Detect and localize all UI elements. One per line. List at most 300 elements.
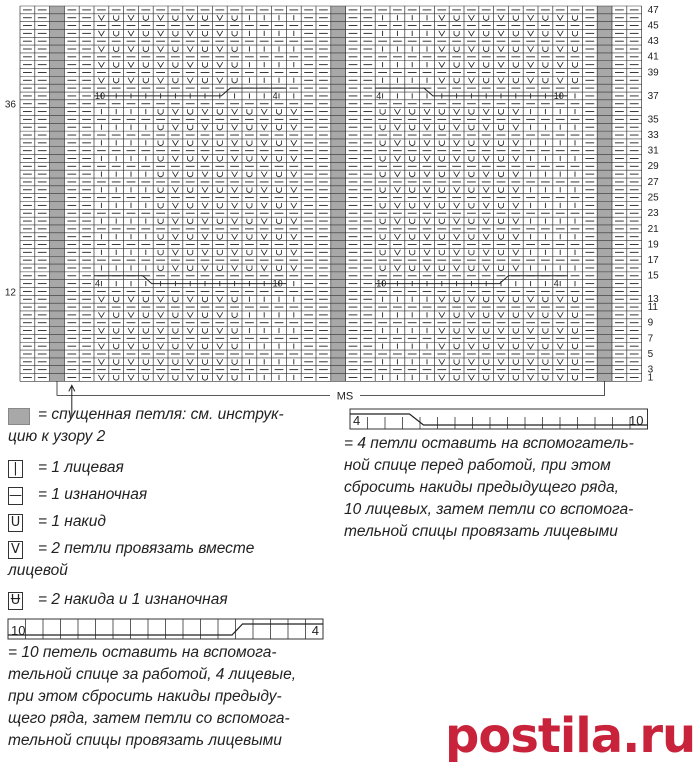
k2tog-mark xyxy=(528,15,534,20)
yo-mark xyxy=(572,15,577,20)
k2tog-mark xyxy=(172,218,178,223)
k2tog-mark xyxy=(128,344,134,349)
k2tog-mark xyxy=(232,172,238,177)
yo-mark xyxy=(454,359,459,364)
cable-label: 4 xyxy=(553,278,559,289)
yo-mark xyxy=(202,297,207,302)
yo-mark xyxy=(380,219,385,224)
yo-mark xyxy=(439,156,444,161)
yo-mark xyxy=(202,78,207,83)
row-number-label: 21 xyxy=(647,223,659,235)
yo-mark xyxy=(188,156,193,161)
yo-mark xyxy=(498,203,503,208)
k2tog-mark xyxy=(483,156,489,161)
yo-mark xyxy=(572,62,577,67)
k2tog-mark xyxy=(557,375,563,380)
yo-mark xyxy=(498,156,503,161)
yo-mark xyxy=(247,172,252,177)
k2tog-mark xyxy=(158,62,164,67)
yo-mark xyxy=(143,359,148,364)
k2tog-mark xyxy=(172,203,178,208)
k2tog-mark xyxy=(128,297,134,302)
yo-mark xyxy=(276,187,281,192)
yo-mark xyxy=(247,187,252,192)
k2tog-mark xyxy=(202,140,208,145)
k2tog-mark xyxy=(424,172,430,177)
yo-mark xyxy=(217,140,222,145)
yo-mark xyxy=(143,312,148,317)
k2tog-mark xyxy=(468,62,474,67)
yo-mark xyxy=(232,62,237,67)
k2tog-mark xyxy=(128,328,134,333)
k2tog-mark xyxy=(483,203,489,208)
k2tog-mark xyxy=(498,312,504,317)
k2tog-mark xyxy=(158,15,164,20)
k2tog-mark xyxy=(98,78,104,83)
yo-mark xyxy=(484,62,489,67)
yo-mark xyxy=(513,297,518,302)
yo-mark xyxy=(484,328,489,333)
yo-mark xyxy=(276,109,281,114)
k2tog-mark xyxy=(424,125,430,130)
k2tog-mark xyxy=(454,125,460,130)
row-number-label: 17 xyxy=(647,255,659,267)
yo-mark xyxy=(173,359,178,364)
yo-mark xyxy=(232,15,237,20)
k2tog-mark xyxy=(483,109,489,114)
yo-mark xyxy=(439,234,444,239)
yo-mark xyxy=(543,328,548,333)
cable-count-label: 4 xyxy=(311,623,319,638)
yo-mark xyxy=(114,359,119,364)
yarn-over-symbol-icon: U xyxy=(8,514,23,532)
yo-mark xyxy=(143,62,148,67)
yo-mark xyxy=(173,78,178,83)
yo-mark xyxy=(232,359,237,364)
k2tog-mark xyxy=(483,250,489,255)
k2tog-mark xyxy=(454,109,460,114)
k2tog-mark xyxy=(158,46,164,51)
yo-mark xyxy=(484,78,489,83)
yo-mark xyxy=(114,31,119,36)
yo-mark xyxy=(543,344,548,349)
k2tog-mark xyxy=(557,78,563,83)
k2tog-mark xyxy=(483,125,489,130)
k2tog-mark xyxy=(498,46,504,51)
yo-mark xyxy=(543,375,548,380)
yo-mark xyxy=(484,47,489,52)
yo-mark xyxy=(232,78,237,83)
row-number-label: 7 xyxy=(647,333,654,345)
yo-mark xyxy=(543,297,548,302)
yo-mark xyxy=(158,250,163,255)
yo-mark xyxy=(380,109,385,114)
k2tog-mark xyxy=(557,359,563,364)
k2tog-mark xyxy=(202,265,208,270)
yo-mark xyxy=(469,219,474,224)
k2tog-mark xyxy=(217,46,223,51)
k2tog-mark xyxy=(483,140,489,145)
k2tog-mark xyxy=(439,344,445,349)
yo-mark xyxy=(410,140,415,145)
yo-mark xyxy=(173,47,178,52)
cable-label: 10 xyxy=(272,278,283,289)
yo-mark xyxy=(217,234,222,239)
yo-mark xyxy=(202,328,207,333)
cable-label: 10 xyxy=(376,278,387,289)
yo-mark xyxy=(202,62,207,67)
row-number-label: 19 xyxy=(647,239,659,251)
watermark-logo xyxy=(445,698,695,774)
knit-symbol-icon: | xyxy=(8,460,23,478)
cable-label: 4 xyxy=(272,90,278,101)
yo-mark xyxy=(247,219,252,224)
yo-mark xyxy=(188,203,193,208)
yo-mark xyxy=(276,250,281,255)
k2tog-mark xyxy=(232,125,238,130)
k2tog-mark xyxy=(394,156,400,161)
yo-mark xyxy=(247,234,252,239)
row-number-label: 31 xyxy=(647,145,659,157)
row-number-label: 3 xyxy=(647,364,654,376)
yo-mark xyxy=(410,187,415,192)
yo-mark xyxy=(114,62,119,67)
k2tog-mark xyxy=(557,297,563,302)
k2tog-mark xyxy=(232,187,238,192)
yo-mark xyxy=(173,375,178,380)
k2tog-mark xyxy=(217,62,223,67)
yo-mark xyxy=(513,62,518,67)
k2tog-mark xyxy=(468,312,474,317)
k2tog-mark xyxy=(513,234,519,239)
k2tog-mark xyxy=(557,31,563,36)
yo-mark xyxy=(572,47,577,52)
k2tog-mark xyxy=(217,31,223,36)
k2tog-mark xyxy=(394,109,400,114)
yo-mark xyxy=(410,250,415,255)
k2tog-mark xyxy=(439,31,445,36)
k2tog-mark xyxy=(557,312,563,317)
k2tog-mark xyxy=(261,156,267,161)
yo-mark xyxy=(454,344,459,349)
k2tog-mark xyxy=(128,31,134,36)
k2tog-mark xyxy=(513,265,519,270)
k2tog-mark xyxy=(424,203,430,208)
yo-mark xyxy=(454,47,459,52)
k2tog-mark xyxy=(202,172,208,177)
cable-count-label: 10 xyxy=(11,623,26,638)
yo-mark xyxy=(158,203,163,208)
yo-mark xyxy=(513,375,518,380)
k2tog-mark xyxy=(128,46,134,51)
k2tog-mark xyxy=(513,203,519,208)
yo-mark xyxy=(454,31,459,36)
yo-mark xyxy=(173,297,178,302)
yo-mark xyxy=(572,328,577,333)
yo-mark xyxy=(498,250,503,255)
yo-mark xyxy=(454,15,459,20)
k2tog-mark xyxy=(394,265,400,270)
yo-mark xyxy=(188,187,193,192)
row-number-label: 39 xyxy=(647,67,659,79)
yo-mark xyxy=(484,297,489,302)
yo-mark xyxy=(410,219,415,224)
k2tog-mark xyxy=(528,297,534,302)
yo-mark xyxy=(498,219,503,224)
row-number-label: 27 xyxy=(647,176,659,188)
k2tog-mark xyxy=(202,218,208,223)
k2tog-mark xyxy=(187,312,193,317)
yo-mark xyxy=(439,250,444,255)
k2tog-mark xyxy=(172,265,178,270)
yo-mark xyxy=(217,250,222,255)
k2tog-mark xyxy=(291,172,297,177)
yo-mark xyxy=(410,125,415,130)
k2tog-mark xyxy=(291,265,297,270)
yo-mark xyxy=(454,312,459,317)
yo-mark xyxy=(114,328,119,333)
k2tog-mark xyxy=(557,46,563,51)
row-number-label: 33 xyxy=(647,129,659,141)
k2tog-mark xyxy=(232,250,238,255)
k2tog-mark xyxy=(172,125,178,130)
yo-mark xyxy=(513,312,518,317)
yo-mark xyxy=(143,78,148,83)
yo-mark xyxy=(454,375,459,380)
yo-mark xyxy=(232,328,237,333)
k2tog-mark xyxy=(98,328,104,333)
k2tog-mark xyxy=(128,359,134,364)
yo-mark xyxy=(158,156,163,161)
k2tog-mark xyxy=(454,234,460,239)
yo-mark xyxy=(143,375,148,380)
k2tog-mark xyxy=(261,172,267,177)
k2tog-mark xyxy=(261,125,267,130)
legend-yarn-over: = 1 накид xyxy=(38,513,106,530)
k2tog-mark xyxy=(217,78,223,83)
yo-mark xyxy=(173,312,178,317)
yo-mark xyxy=(572,344,577,349)
k2tog-mark xyxy=(528,62,534,67)
k2tog-mark xyxy=(528,375,534,380)
k2tog-mark xyxy=(291,250,297,255)
yo-mark xyxy=(513,47,518,52)
k2tog-mark xyxy=(98,31,104,36)
k2tog-mark xyxy=(202,203,208,208)
k2tog-mark xyxy=(187,31,193,36)
yo-mark xyxy=(143,47,148,52)
yo-mark xyxy=(513,15,518,20)
k2tog-mark xyxy=(98,344,104,349)
yo-mark xyxy=(114,15,119,20)
k2tog-mark xyxy=(528,46,534,51)
yo-mark xyxy=(439,219,444,224)
yo-mark xyxy=(513,344,518,349)
k2tog-mark xyxy=(158,312,164,317)
yo-mark xyxy=(454,78,459,83)
k2tog-mark xyxy=(454,250,460,255)
yo-mark xyxy=(484,312,489,317)
k2tog-mark xyxy=(291,140,297,145)
k2tog-mark xyxy=(291,109,297,114)
yo-mark xyxy=(469,187,474,192)
yo-mark xyxy=(202,31,207,36)
row-number-label: 13 xyxy=(647,294,659,306)
yo-mark xyxy=(484,375,489,380)
yo-mark xyxy=(439,187,444,192)
k2tog-mark xyxy=(261,109,267,114)
yo-mark xyxy=(232,312,237,317)
yo-mark xyxy=(410,203,415,208)
yo-mark xyxy=(543,359,548,364)
k2tog-mark xyxy=(291,234,297,239)
yo-mark xyxy=(439,109,444,114)
k2tog-mark xyxy=(557,344,563,349)
yo-mark xyxy=(484,15,489,20)
row-number-label: 15 xyxy=(647,270,659,282)
yo-mark xyxy=(498,109,503,114)
yo-mark xyxy=(173,62,178,67)
k2tog-mark xyxy=(261,218,267,223)
yo-mark xyxy=(380,266,385,271)
yo-mark xyxy=(484,344,489,349)
k2tog-mark xyxy=(468,375,474,380)
k2tog-symbol-icon: V xyxy=(8,541,23,559)
yo-mark xyxy=(410,172,415,177)
yo-mark xyxy=(188,125,193,130)
legend-cable-left: = 10 петель оставить на вспомога- тельной спице за работой, 4 лицевые, при этом сбросить накиды предыду- щего ряда, затем петли со вспомога- тельной спицы провязать лицевыми xyxy=(8,644,296,749)
yo-mark xyxy=(543,31,548,36)
k2tog-mark xyxy=(291,218,297,223)
k2tog-mark xyxy=(172,109,178,114)
row-number-label: 37 xyxy=(647,90,659,102)
k2tog-mark xyxy=(394,140,400,145)
yo-mark xyxy=(158,125,163,130)
k2tog-mark xyxy=(232,109,238,114)
yo-mark xyxy=(217,125,222,130)
row-number-label: 5 xyxy=(647,348,654,360)
yo-mark xyxy=(232,31,237,36)
yo-mark xyxy=(114,78,119,83)
yo-mark xyxy=(158,140,163,145)
k2tog-mark xyxy=(454,187,460,192)
k2tog-mark xyxy=(513,125,519,130)
k2tog-mark xyxy=(557,328,563,333)
yo-mark xyxy=(173,15,178,20)
k2tog-mark xyxy=(98,312,104,317)
k2tog-mark xyxy=(424,234,430,239)
yo-mark xyxy=(276,156,281,161)
k2tog-mark xyxy=(454,265,460,270)
k2tog-mark xyxy=(187,344,193,349)
k2tog-mark xyxy=(98,46,104,51)
yo-mark xyxy=(469,266,474,271)
k2tog-mark xyxy=(172,187,178,192)
yo-mark xyxy=(217,109,222,114)
yo-mark xyxy=(247,156,252,161)
k2tog-mark xyxy=(232,234,238,239)
k2tog-mark xyxy=(98,15,104,20)
k2tog-mark xyxy=(528,359,534,364)
k2tog-mark xyxy=(498,62,504,67)
k2tog-mark xyxy=(424,140,430,145)
yo-mark xyxy=(188,172,193,177)
yo-mark xyxy=(202,47,207,52)
k2tog-mark xyxy=(454,140,460,145)
k2tog-mark xyxy=(98,297,104,302)
yo-mark xyxy=(543,15,548,20)
k2tog-mark xyxy=(424,187,430,192)
yo-mark xyxy=(498,125,503,130)
k2tog-mark xyxy=(98,62,104,67)
yo-mark xyxy=(202,312,207,317)
k2tog-mark xyxy=(483,265,489,270)
yo-mark xyxy=(276,125,281,130)
cable-label: 10 xyxy=(95,90,106,101)
yo-mark xyxy=(114,47,119,52)
yo-mark xyxy=(410,109,415,114)
row-number-label: 43 xyxy=(647,36,659,48)
k2tog-mark xyxy=(187,359,193,364)
yo-mark xyxy=(114,312,119,317)
yo-mark xyxy=(469,203,474,208)
k2tog-mark xyxy=(187,375,193,380)
legend-k2tog: = 2 петли провязать вместе лицевой xyxy=(8,540,255,579)
yo-mark xyxy=(158,234,163,239)
yo-mark xyxy=(158,266,163,271)
k2tog-mark xyxy=(498,328,504,333)
yo-mark xyxy=(173,344,178,349)
k2tog-mark xyxy=(158,297,164,302)
yo-mark xyxy=(410,156,415,161)
yo-mark xyxy=(217,172,222,177)
legend-purl: = 1 изнаночная xyxy=(38,486,148,503)
k2tog-mark xyxy=(513,140,519,145)
k2tog-mark xyxy=(513,172,519,177)
yo-mark xyxy=(247,140,252,145)
yo-mark xyxy=(114,344,119,349)
k2tog-mark xyxy=(394,218,400,223)
k2tog-mark xyxy=(394,203,400,208)
k2tog-mark xyxy=(202,234,208,239)
row-number-label: 29 xyxy=(647,161,659,173)
k2tog-mark xyxy=(528,328,534,333)
k2tog-mark xyxy=(158,344,164,349)
k2tog-mark xyxy=(187,78,193,83)
k2tog-mark xyxy=(202,109,208,114)
legend-double-yo: = 2 накида и 1 изнаночная xyxy=(38,591,228,608)
k2tog-mark xyxy=(483,187,489,192)
yo-mark xyxy=(454,297,459,302)
k2tog-mark xyxy=(128,312,134,317)
k2tog-mark xyxy=(394,125,400,130)
purl-symbol-icon: — xyxy=(9,488,22,503)
yo-mark xyxy=(143,344,148,349)
k2tog-mark xyxy=(217,359,223,364)
yo-mark xyxy=(217,187,222,192)
yo-mark xyxy=(143,297,148,302)
k2tog-mark xyxy=(291,156,297,161)
yo-mark xyxy=(410,234,415,239)
k2tog-mark xyxy=(424,250,430,255)
k2tog-mark xyxy=(468,359,474,364)
yo-mark xyxy=(498,187,503,192)
yo-mark xyxy=(158,219,163,224)
yo-mark xyxy=(276,172,281,177)
yo-mark xyxy=(439,125,444,130)
k2tog-mark xyxy=(98,359,104,364)
k2tog-mark xyxy=(217,297,223,302)
